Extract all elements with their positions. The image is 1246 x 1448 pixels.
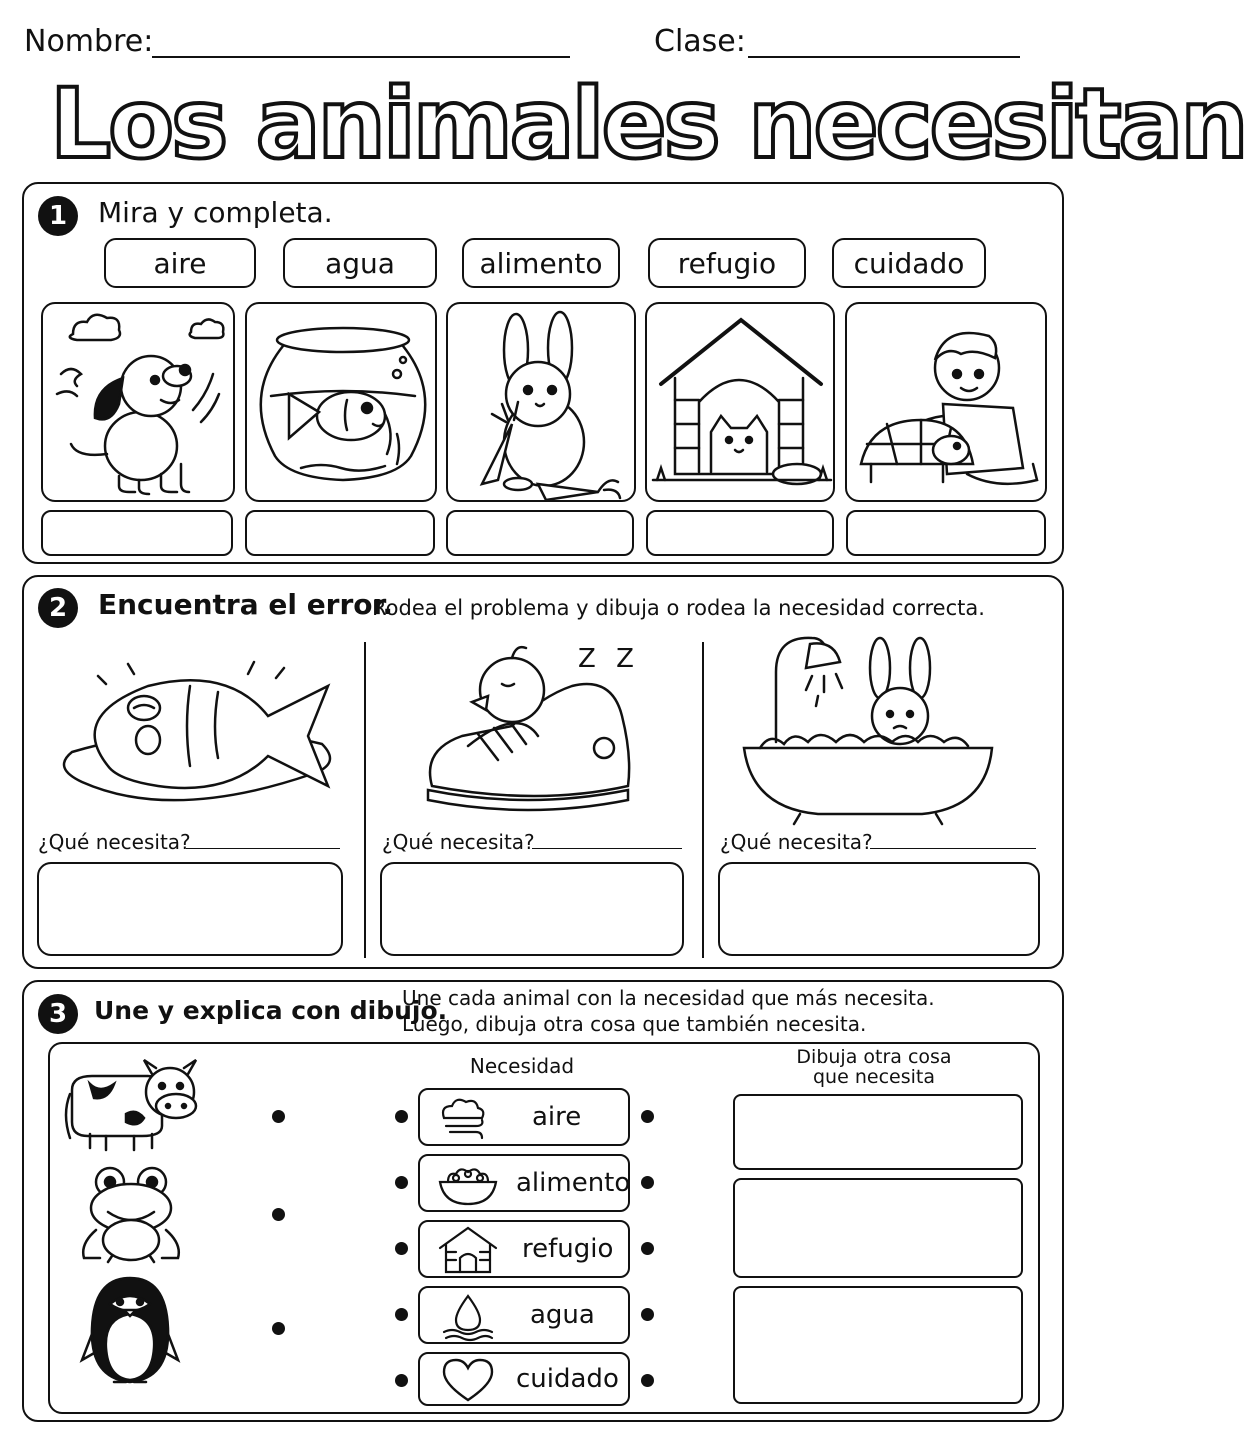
need-card-cuidado	[418, 1352, 630, 1406]
need-card-aire	[418, 1088, 630, 1146]
cat-in-doghouse-illustration	[647, 304, 837, 504]
answer-box-2[interactable]	[245, 510, 435, 556]
section-2-title: Encuentra el error.	[98, 588, 393, 621]
draw-answer-box-3[interactable]	[733, 1286, 1023, 1404]
section-1-instruction: Mira y completa.	[98, 196, 333, 229]
penguin-illustration	[80, 1274, 180, 1390]
need-dot-right-agua[interactable]	[641, 1308, 654, 1321]
fish-in-bowl-illustration	[247, 304, 439, 504]
picture-frame-boy-turtle	[845, 302, 1047, 502]
section-2-instruction: Rodea el problema y dibuja o rodea la necesidad correcta.	[372, 596, 985, 620]
question-label-3: ¿Qué necesita?	[720, 830, 873, 854]
word-chip-refugio: refugio	[648, 238, 806, 288]
rabbit-in-bathtub-illustration	[740, 632, 1000, 832]
animal-dot-penguin[interactable]	[272, 1322, 285, 1335]
need-card-refugio	[418, 1220, 630, 1278]
question-label-2: ¿Qué necesita?	[382, 830, 535, 854]
answer-box-5[interactable]	[846, 510, 1046, 556]
need-dot-left-aire[interactable]	[395, 1110, 408, 1123]
class-label: Clase:	[654, 24, 746, 59]
section-2-number: 2	[38, 588, 78, 628]
animal-dot-frog[interactable]	[272, 1208, 285, 1221]
draw-box-3[interactable]	[718, 862, 1040, 956]
need-dot-left-cuidado[interactable]	[395, 1374, 408, 1387]
need-dot-left-refugio[interactable]	[395, 1242, 408, 1255]
need-dot-left-agua[interactable]	[395, 1308, 408, 1321]
need-dot-right-alimento[interactable]	[641, 1176, 654, 1189]
picture-frame-cat	[645, 302, 835, 502]
need-dot-right-cuidado[interactable]	[641, 1374, 654, 1387]
animal-dot-cow[interactable]	[272, 1110, 285, 1123]
section-3-instruction-2: Luego, dibuja otra cosa que también necesita.	[402, 1012, 867, 1036]
cloud-wind-icon	[436, 1096, 496, 1140]
word-chip-aire: aire	[104, 238, 256, 288]
need-card-alimento	[418, 1154, 630, 1212]
need-dot-right-refugio[interactable]	[641, 1242, 654, 1255]
need-dot-right-aire[interactable]	[641, 1110, 654, 1123]
picture-frame-fish	[245, 302, 437, 502]
draw-answer-box-1[interactable]	[733, 1094, 1023, 1170]
word-chip-alimento: alimento	[462, 238, 620, 288]
page-title: Los animales necesitan	[50, 68, 1246, 180]
cow-illustration	[60, 1054, 204, 1154]
column-header-draw-2: que necesita	[813, 1066, 935, 1088]
answer-box-1[interactable]	[41, 510, 233, 556]
draw-box-1[interactable]	[37, 862, 343, 956]
need-dot-left-alimento[interactable]	[395, 1176, 408, 1189]
question-line-3[interactable]	[870, 832, 1036, 849]
need-label-aire: aire	[532, 1102, 582, 1132]
word-chip-agua: agua	[283, 238, 437, 288]
name-field[interactable]	[152, 34, 570, 58]
picture-frame-dog	[41, 302, 235, 502]
sleep-zzz: Z Z	[578, 644, 640, 674]
fish-on-pillow-illustration	[48, 646, 348, 816]
section-3-title: Une y explica con dibujo.	[94, 996, 448, 1025]
section-1-number: 1	[38, 196, 78, 236]
heart-icon	[442, 1358, 494, 1402]
answer-box-4[interactable]	[646, 510, 834, 556]
need-card-agua	[418, 1286, 630, 1344]
divider-1	[364, 642, 366, 958]
water-drop-icon	[440, 1292, 496, 1340]
name-label: Nombre:	[24, 24, 154, 59]
house-icon	[438, 1226, 498, 1274]
dog-sniffing-air-illustration	[43, 304, 237, 504]
picture-frame-rabbit	[446, 302, 636, 502]
question-label-1: ¿Qué necesita?	[38, 830, 191, 854]
question-line-2[interactable]	[532, 832, 682, 849]
frog-illustration	[76, 1164, 186, 1264]
column-header-draw-1: Dibuja otra cosa	[796, 1046, 952, 1068]
need-label-refugio: refugio	[522, 1234, 614, 1264]
food-bowl-icon	[436, 1162, 500, 1206]
need-label-alimento: alimento	[516, 1168, 631, 1198]
rabbit-eating-carrot-illustration	[448, 304, 638, 504]
question-line-1[interactable]	[186, 832, 340, 849]
draw-box-2[interactable]	[380, 862, 684, 956]
boy-petting-turtle-illustration	[847, 304, 1049, 504]
column-header-need: Necesidad	[469, 1054, 575, 1078]
need-label-agua: agua	[530, 1300, 595, 1330]
class-field[interactable]	[748, 34, 1020, 58]
draw-answer-box-2[interactable]	[733, 1178, 1023, 1278]
section-3-number: 3	[38, 994, 78, 1034]
need-label-cuidado: cuidado	[516, 1364, 619, 1394]
word-chip-cuidado: cuidado	[832, 238, 986, 288]
section-3-instruction-1: Une cada animal con la necesidad que más necesita.	[402, 986, 935, 1010]
divider-2	[702, 642, 704, 958]
answer-box-3[interactable]	[446, 510, 634, 556]
